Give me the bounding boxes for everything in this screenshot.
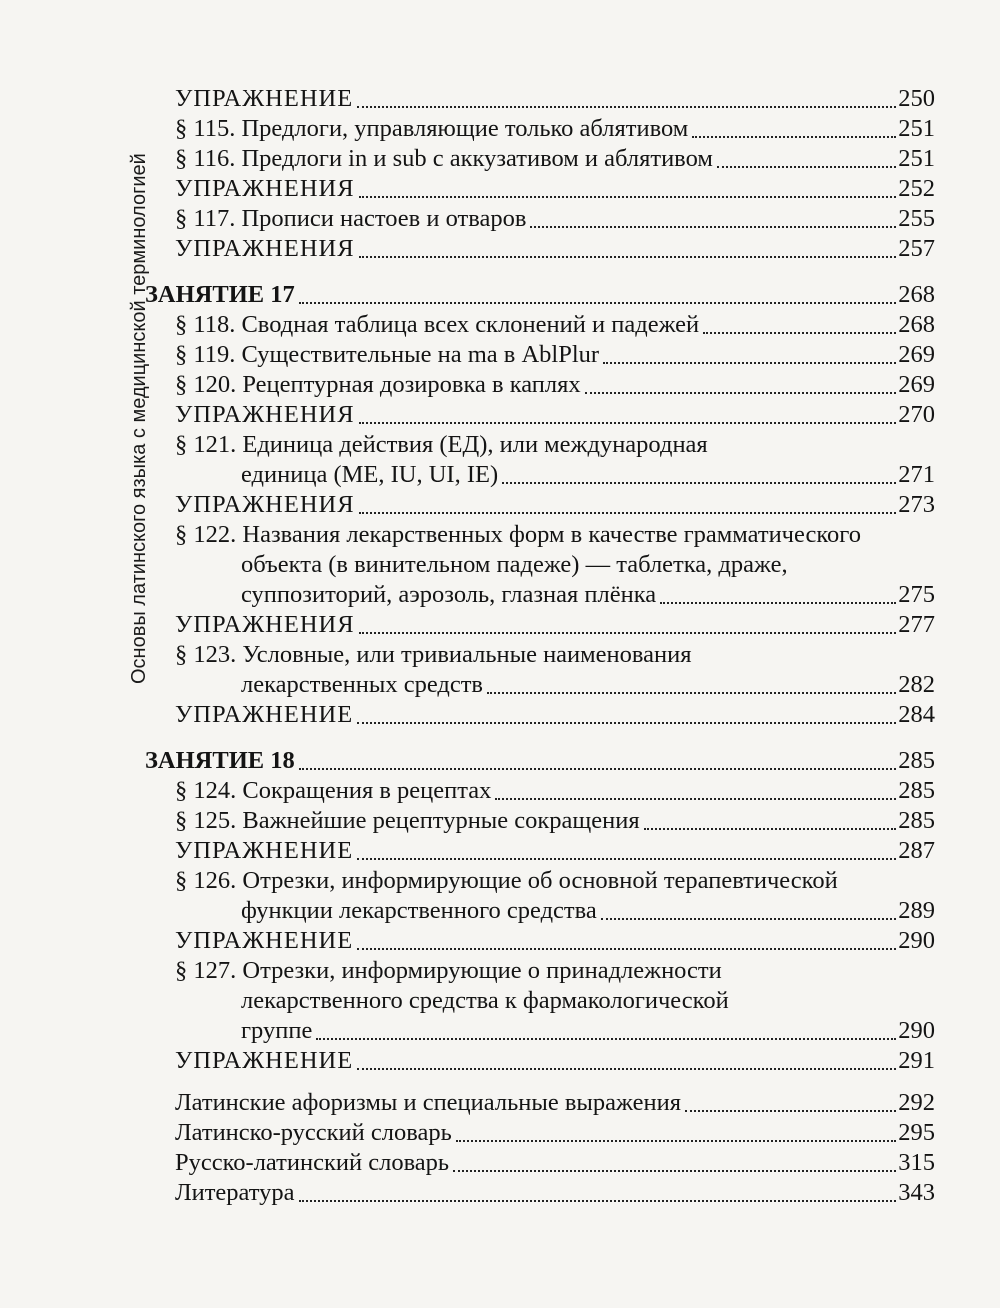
toc-entry-title: Русско-латинский словарь — [175, 1149, 450, 1176]
toc-entry-title: § 119. Существительные на ma в AblPlur — [175, 341, 600, 368]
toc-chapter-title: ЗАНЯТИЕ 17 — [145, 281, 295, 308]
toc-entry-page: 295 — [898, 1119, 935, 1146]
toc-entry-page: 291 — [898, 1047, 935, 1074]
dot-leader — [299, 301, 897, 304]
dot-leader — [359, 255, 897, 258]
toc-entry-title: УПРАЖНЕНИЕ — [175, 701, 354, 728]
dot-leader — [495, 797, 896, 800]
toc-entry-page: 250 — [898, 85, 935, 112]
dot-leader — [601, 917, 896, 920]
toc-entry-title: Литература — [175, 1179, 295, 1206]
toc-entry-title: § 125. Важнейшие рецептурные сокращения — [175, 807, 640, 834]
toc-entry-title: УПРАЖНЕНИЕ — [175, 1047, 354, 1074]
toc-entry[interactable] — [145, 114, 935, 144]
toc-entry-title: УПРАЖНЕНИЯ — [175, 175, 355, 202]
dot-leader — [502, 481, 896, 484]
toc-entry[interactable] — [145, 84, 935, 114]
toc-entry[interactable] — [145, 1046, 935, 1076]
toc-back-entry[interactable] — [145, 1088, 935, 1118]
toc-entry-127[interactable] — [145, 956, 935, 1046]
toc-entry-page: 255 — [898, 205, 935, 232]
dot-leader — [717, 165, 896, 168]
toc-entry[interactable] — [145, 370, 935, 400]
toc-entry[interactable] — [145, 700, 935, 730]
toc-entry-line: функции лекарственного средства — [241, 897, 597, 924]
toc-entry-page: 315 — [898, 1149, 935, 1176]
toc-entry-line: § 127. Отрезки, информирующие о принадлежности — [175, 957, 722, 984]
toc-entry-line: лекарственных средств — [241, 671, 483, 698]
toc-entry-title: § 118. Сводная таблица всех склонений и падежей — [175, 311, 700, 338]
toc-entry[interactable] — [145, 174, 935, 204]
toc-entry-126[interactable] — [145, 866, 935, 926]
spacer — [145, 730, 935, 746]
toc-entry-line: § 122. Названия лекарственных форм в качестве грамматического — [175, 521, 861, 548]
table-of-contents — [145, 84, 935, 1208]
toc-entry-line: § 123. Условные, или тривиальные наименования — [175, 641, 692, 668]
toc-entry-title: § 120. Рецептурная дозировка в каплях — [175, 371, 581, 398]
dot-leader — [453, 1169, 896, 1172]
toc-entry[interactable] — [145, 926, 935, 956]
toc-entry-page: 287 — [898, 837, 935, 864]
dot-leader — [357, 1067, 896, 1070]
toc-entry[interactable] — [145, 400, 935, 430]
toc-entry-page: 285 — [898, 777, 935, 804]
toc-entry-page: 252 — [898, 175, 935, 202]
toc-entry-page: 290 — [898, 927, 935, 954]
toc-entry-title: § 115. Предлоги, управляющие только аблятивом — [175, 115, 689, 142]
toc-entry[interactable] — [145, 204, 935, 234]
dot-leader — [685, 1109, 896, 1112]
toc-chapter-title: ЗАНЯТИЕ 18 — [145, 747, 295, 774]
spacer — [145, 264, 935, 280]
toc-entry-line: группе — [241, 1017, 313, 1044]
dot-leader — [357, 857, 896, 860]
toc-entry-page: 273 — [898, 491, 935, 518]
toc-back-entry[interactable] — [145, 1148, 935, 1178]
toc-entry-page: 251 — [898, 115, 935, 142]
toc-chapter-18[interactable] — [145, 746, 935, 776]
toc-entry-page: 284 — [898, 701, 935, 728]
toc-entry[interactable] — [145, 340, 935, 370]
toc-back-entry[interactable] — [145, 1178, 935, 1208]
toc-entry-page: 268 — [898, 281, 935, 308]
dot-leader — [530, 225, 896, 228]
toc-entry[interactable] — [145, 836, 935, 866]
dot-leader — [357, 105, 896, 108]
toc-entry-title: § 116. Предлоги in и sub с аккузативом и аблятивом — [175, 145, 713, 172]
toc-entry-page: 292 — [898, 1089, 935, 1116]
toc-entry-title: УПРАЖНЕНИЯ — [175, 611, 355, 638]
toc-entry-page: 270 — [898, 401, 935, 428]
toc-entry-page: 277 — [898, 611, 935, 638]
spacer — [145, 1076, 935, 1088]
toc-entry[interactable] — [145, 490, 935, 520]
toc-entry-line: лекарственного средства к фармакологической — [241, 987, 729, 1014]
dot-leader — [359, 631, 897, 634]
toc-entry-123[interactable] — [145, 640, 935, 700]
toc-entry[interactable] — [145, 776, 935, 806]
toc-entry-title: УПРАЖНЕНИЯ — [175, 401, 355, 428]
toc-entry[interactable] — [145, 610, 935, 640]
toc-entry-121[interactable] — [145, 430, 935, 490]
dot-leader — [660, 601, 896, 604]
toc-entry-page: 257 — [898, 235, 935, 262]
toc-entry-page: 275 — [898, 581, 935, 608]
toc-entry-122[interactable] — [145, 520, 935, 610]
toc-entry-page: 289 — [898, 897, 935, 924]
dot-leader — [359, 195, 897, 198]
dot-leader — [359, 421, 897, 424]
dot-leader — [359, 511, 897, 514]
dot-leader — [487, 691, 896, 694]
toc-entry-page: 285 — [898, 807, 935, 834]
running-head: Основы латинского языка с медицинской терминологией — [128, 153, 150, 684]
toc-entry-page: 343 — [898, 1179, 935, 1206]
dot-leader — [357, 947, 896, 950]
toc-entry-line: § 121. Единица действия (ЕД), или международная — [175, 431, 708, 458]
toc-entry-title: УПРАЖНЕНИЕ — [175, 85, 354, 112]
toc-entry-title: Латинские афоризмы и специальные выражения — [175, 1089, 681, 1116]
dot-leader — [585, 391, 897, 394]
dot-leader — [603, 361, 896, 364]
toc-entry-page: 251 — [898, 145, 935, 172]
toc-entry-line: суппозиторий, аэрозоль, глазная плёнка — [241, 581, 657, 608]
toc-entry-page: 285 — [898, 747, 935, 774]
toc-entry-title: УПРАЖНЕНИЯ — [175, 235, 355, 262]
toc-entry-title: § 124. Сокращения в рецептах — [175, 777, 492, 804]
dot-leader — [703, 331, 896, 334]
toc-chapter-17[interactable] — [145, 280, 935, 310]
toc-entry-page: 271 — [898, 461, 935, 488]
toc-entry-line: объекта (в винительном падеже) — таблетка, драже, — [241, 551, 788, 578]
toc-entry-title: Латинско-русский словарь — [175, 1119, 452, 1146]
toc-entry-page: 269 — [898, 371, 935, 398]
dot-leader — [299, 1199, 897, 1202]
dot-leader — [644, 827, 897, 830]
dot-leader — [299, 767, 897, 770]
toc-entry-page: 290 — [898, 1017, 935, 1044]
dot-leader — [456, 1139, 896, 1142]
toc-entry-line: § 126. Отрезки, информирующие об основной терапевтической — [175, 867, 838, 894]
toc-entry[interactable] — [145, 234, 935, 264]
toc-entry-page: 268 — [898, 311, 935, 338]
toc-entry-title: УПРАЖНЕНИЕ — [175, 837, 354, 864]
toc-entry-title: § 117. Прописи настоев и отваров — [175, 205, 527, 232]
toc-entry[interactable] — [145, 806, 935, 836]
dot-leader — [357, 721, 896, 724]
toc-back-entry[interactable] — [145, 1118, 935, 1148]
toc-entry-title: УПРАЖНЕНИЕ — [175, 927, 354, 954]
dot-leader — [692, 135, 896, 138]
toc-entry-line: единица (ME, IU, UI, IE) — [241, 461, 499, 488]
toc-entry[interactable] — [145, 310, 935, 340]
toc-entry-title: УПРАЖНЕНИЯ — [175, 491, 355, 518]
toc-entry-page: 269 — [898, 341, 935, 368]
dot-leader — [316, 1037, 896, 1040]
toc-entry[interactable] — [145, 144, 935, 174]
toc-entry-page: 282 — [898, 671, 935, 698]
